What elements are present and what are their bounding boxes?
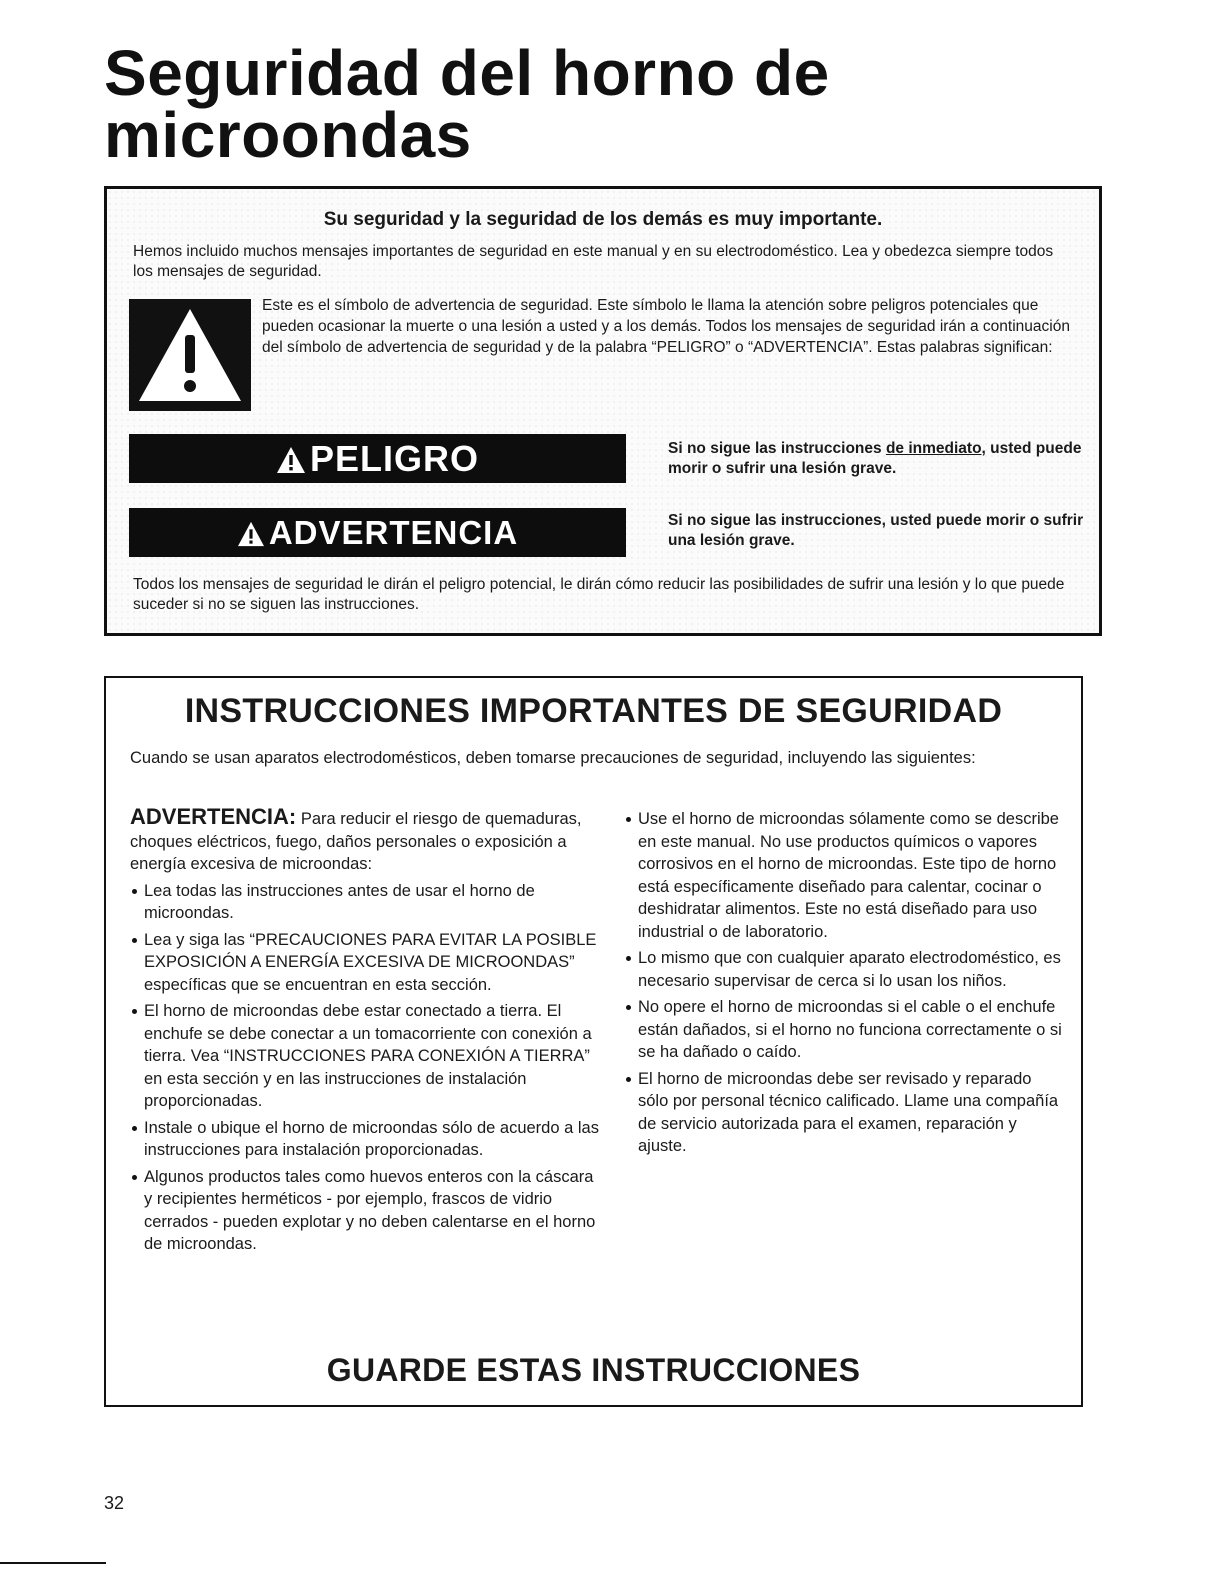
list-item: Use el horno de microondas sólamente como se describe en este manual. No use productos químicos o vapores corrosivos en el horno de microondas. Este tipo de horno está específicamente diseñado para calentar, cocinar o deshidratar alimentos. Este no está diseñado para uso industrial o de laboratorio.: [624, 808, 1064, 943]
footer-rule: [0, 1562, 106, 1564]
list-item: Lo mismo que con cualquier aparato electrodoméstico, es necesario supervisar de cerca si lo usan los niños.: [624, 947, 1064, 992]
page-number: 32: [104, 1493, 125, 1513]
right-bullet-list: [624, 808, 1064, 1158]
instructions-left-column: [130, 806, 600, 1256]
list-item: Algunos productos tales como huevos enteros con la cáscara y recipientes herméticos - por ejemplo, frascos de vidrio cerrados - pueden explotar y no deben calentarse en el horno de microondas.: [130, 1166, 600, 1256]
peligro-banner: [129, 434, 626, 483]
instructions-intro: Cuando se usan aparatos electrodomésticos, deben tomarse precauciones de seguridad, incluyendo las siguientes:: [130, 749, 976, 767]
list-item: Lea y siga las “PRECAUCIONES PARA EVITAR LA POSIBLE EXPOSICIÓN A ENERGÍA EXCESIVA DE MICROONDAS” específicas que se encuentran en esta sección.: [130, 929, 600, 997]
important-instructions-box: [104, 676, 1083, 1407]
safety-intro-text: Hemos incluido muchos mensajes importantes de seguridad en este manual y en su electrodoméstico. Lea y obedezca siempre todos los mensajes de seguridad.: [133, 243, 1054, 280]
list-item: No opere el horno de microondas si el cable o el enchufe están dañados, si el horno no funciona correctamente o si se ha dañado o caído.: [624, 996, 1064, 1064]
instructions-heading: INSTRUCCIONES IMPORTANTES DE SEGURIDAD: [184, 692, 1003, 730]
advertencia-banner: [129, 508, 626, 557]
peligro-desc-part-2: , usted puede morir o sufrir una lesión grave.: [668, 440, 1082, 477]
list-item: El horno de microondas debe ser revisado y reparado sólo por personal técnico calificado. Llame una compañía de servicio autorizada para el examen, reparación y ajuste.: [624, 1068, 1064, 1158]
warning-triangle-icon: [276, 437, 306, 487]
instructions-right-column: [624, 808, 1064, 1158]
peligro-description: [668, 439, 1098, 479]
peligro-desc-part-1: Si no sigue las instrucciones: [668, 440, 886, 457]
page-title: Seguridad del horno de microondas: [104, 37, 830, 171]
save-instructions-heading: GUARDE ESTAS INSTRUCCIONES: [326, 1352, 861, 1388]
peligro-desc-emphasis: de inmediato: [885, 440, 982, 457]
warning-label: ADVERTENCIA:: [130, 804, 297, 829]
peligro-label: PELIGRO: [309, 438, 480, 479]
list-item: El horno de microondas debe estar conectado a tierra. El enchufe se debe conectar a un tomacorriente con conexión a tierra. Vea “INSTRUCCIONES PARA CONEXIÓN A TIERRA” en esta sección y en las instrucciones de instalación proporcionadas.: [130, 1000, 600, 1113]
warning-text: Para reducir el riesgo de quemaduras, choques eléctricos, fuego, daños personales o exposición a energía excesiva de microondas:: [130, 810, 582, 873]
warning-triangle-icon: [129, 299, 251, 411]
safety-footer-text: Todos los mensajes de seguridad le dirán el peligro potencial, le dirán cómo reducir las posibilidades de sufrir una lesión y lo que puede suceder si no se siguen las instrucciones.: [133, 576, 1065, 613]
safety-notice-box: [104, 186, 1102, 636]
list-item: Lea todas las instrucciones antes de usar el horno de microondas.: [130, 880, 600, 925]
list-item: Instale o ubique el horno de microondas sólo de acuerdo a las instrucciones para instalación proporcionadas.: [130, 1117, 600, 1162]
advertencia-description: Si no sigue las instrucciones, usted puede morir o sufrir una lesión grave.: [668, 512, 1084, 549]
left-bullet-list: [130, 880, 600, 1256]
warning-triangle-icon: [237, 511, 265, 561]
safety-symbol-explanation: Este es el símbolo de advertencia de seguridad. Este símbolo le llama la atención sobre peligros potenciales que pueden ocasionar la muerte o una lesión a usted y a los demás. Todos los mensajes de seguridad irán a continuación del símbolo de advertencia de seguridad y de la palabra “PELIGRO” o “ADVERTENCIA”. Estas palabras significan:: [262, 297, 1070, 356]
advertencia-label: ADVERTENCIA: [268, 514, 519, 551]
safety-heading: Su seguridad y la seguridad de los demás es muy importante.: [323, 209, 883, 230]
warning-paragraph: [130, 806, 600, 876]
